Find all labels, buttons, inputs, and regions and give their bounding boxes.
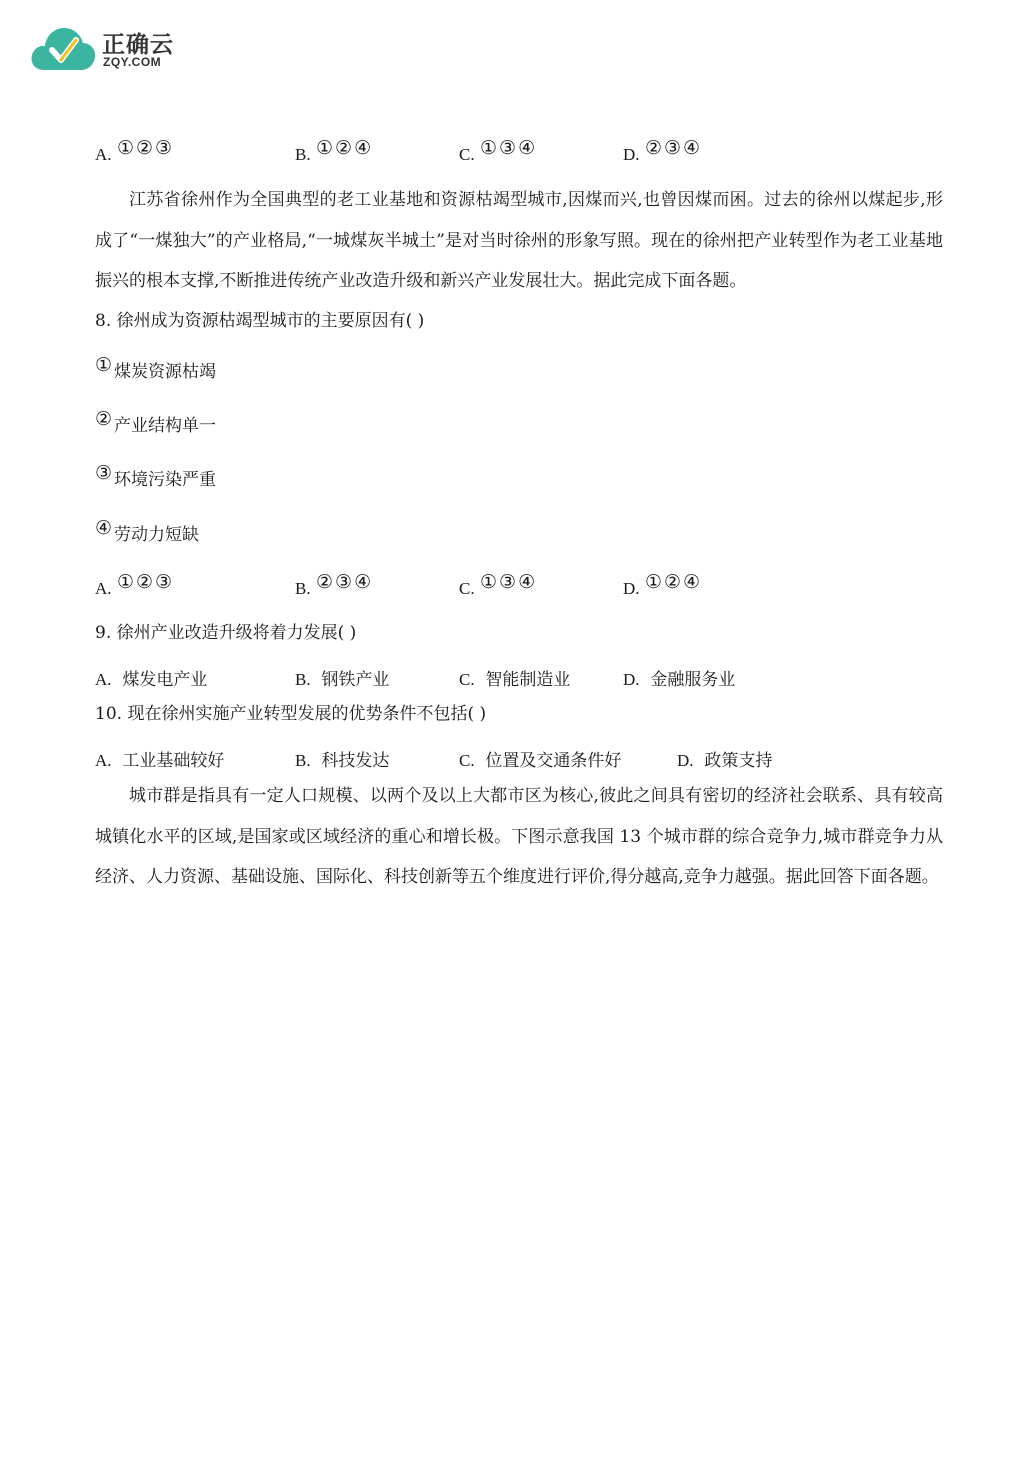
option-circles: ①②④ bbox=[316, 137, 374, 159]
option-text: 工业基础较好 bbox=[122, 751, 225, 771]
item-number: ① bbox=[95, 354, 113, 376]
option-text: 金融服务业 bbox=[650, 670, 736, 690]
passage-xuzhou: 江苏省徐州作为全国典型的老工业基地和资源枯竭型城市,因煤而兴,也曾因煤而困。过去的徐州以煤起步,形成了“一煤独大”的产业格局,“一城煤灰半城土”是对当时徐州的形象写照。现在的徐州把产业转型作为老工业基地振兴的根本支撑,不断推进传统产业改造升级和新兴产业发展壮大。据此完成下面各题。 bbox=[95, 190, 943, 291]
option-text: 煤发电产业 bbox=[122, 670, 208, 690]
q7-option-d bbox=[623, 137, 703, 165]
option-letter: D. bbox=[623, 579, 640, 598]
q8-option-b bbox=[295, 571, 374, 599]
q10-stem: 10. 现在徐州实施产业转型发展的优势条件不包括( ) bbox=[95, 704, 487, 724]
q9-option-c bbox=[459, 665, 570, 690]
q8-option-a bbox=[95, 571, 175, 599]
q7-option-b bbox=[295, 137, 374, 165]
option-letter: C. bbox=[459, 670, 475, 689]
option-circles: ②③④ bbox=[644, 137, 703, 159]
option-letter: C. bbox=[459, 579, 475, 598]
cloud-check-icon bbox=[30, 24, 96, 72]
option-letter: A. bbox=[95, 145, 112, 164]
brand-logo bbox=[30, 22, 190, 76]
q8-item-1 bbox=[95, 354, 217, 382]
option-circles: ①②④ bbox=[644, 571, 703, 593]
option-letter: B. bbox=[295, 751, 311, 770]
option-letter: D. bbox=[623, 670, 640, 689]
option-letter: B. bbox=[295, 579, 311, 598]
q10-option-d bbox=[677, 746, 772, 771]
q7-option-c bbox=[459, 137, 538, 165]
option-letter: A. bbox=[95, 751, 112, 770]
item-number: ④ bbox=[95, 517, 113, 539]
q8-stem: 8. 徐州成为资源枯竭型城市的主要原因有( ) bbox=[95, 311, 425, 331]
option-letter: A. bbox=[95, 579, 112, 598]
item-text: 劳动力短缺 bbox=[114, 525, 200, 545]
option-letter: D. bbox=[623, 145, 640, 164]
q9-option-a bbox=[95, 665, 207, 690]
q10-option-c bbox=[459, 746, 621, 771]
q8-option-d bbox=[623, 571, 703, 599]
q10-option-a bbox=[95, 746, 224, 771]
q9-option-b bbox=[295, 665, 389, 690]
logo-text-en: ZQY.COM bbox=[103, 55, 162, 69]
option-circles: ①②③ bbox=[116, 571, 175, 593]
option-text: 科技发达 bbox=[321, 751, 390, 771]
q8-item-2 bbox=[95, 408, 217, 436]
option-text: 位置及交通条件好 bbox=[485, 751, 622, 771]
passage-city-clusters: 城市群是指具有一定人口规模、以两个及以上大都市区为核心,彼此之间具有密切的经济社会联系、具有较高城镇化水平的区域,是国家或区域经济的重心和增长极。下图示意我国 13 个城市群的综合竞争力,城市群竞争力从经济、人力资源、基础设施、国际化、科技创新等五个维度进行评价,得分越高,竞争力越强。据此回答下面各题。 bbox=[95, 786, 943, 887]
option-letter: D. bbox=[677, 751, 694, 770]
q7-option-a bbox=[95, 137, 175, 165]
q8-item-4 bbox=[95, 517, 200, 545]
option-text: 钢铁产业 bbox=[321, 670, 390, 690]
q9-option-d bbox=[623, 665, 735, 690]
option-letter: C. bbox=[459, 751, 475, 770]
option-letter: B. bbox=[295, 670, 311, 689]
q9-stem: 9. 徐州产业改造升级将着力发展( ) bbox=[95, 623, 357, 643]
item-number: ③ bbox=[95, 462, 113, 484]
option-circles: ②③④ bbox=[316, 571, 374, 593]
logo-text-cn: 正确云 bbox=[102, 32, 174, 58]
item-number: ② bbox=[95, 408, 113, 430]
item-text: 产业结构单一 bbox=[114, 416, 217, 436]
option-circles: ①③④ bbox=[480, 137, 538, 159]
option-text: 政策支持 bbox=[704, 751, 773, 771]
q10-option-b bbox=[295, 746, 389, 771]
option-letter: A. bbox=[95, 670, 112, 689]
option-text: 智能制造业 bbox=[485, 670, 571, 690]
option-letter: B. bbox=[295, 145, 311, 164]
option-circles: ①②③ bbox=[116, 137, 175, 159]
item-text: 煤炭资源枯竭 bbox=[114, 362, 217, 382]
q8-option-c bbox=[459, 571, 538, 599]
option-circles: ①③④ bbox=[480, 571, 538, 593]
q8-item-3 bbox=[95, 462, 217, 490]
item-text: 环境污染严重 bbox=[114, 470, 217, 490]
option-letter: C. bbox=[459, 145, 475, 164]
